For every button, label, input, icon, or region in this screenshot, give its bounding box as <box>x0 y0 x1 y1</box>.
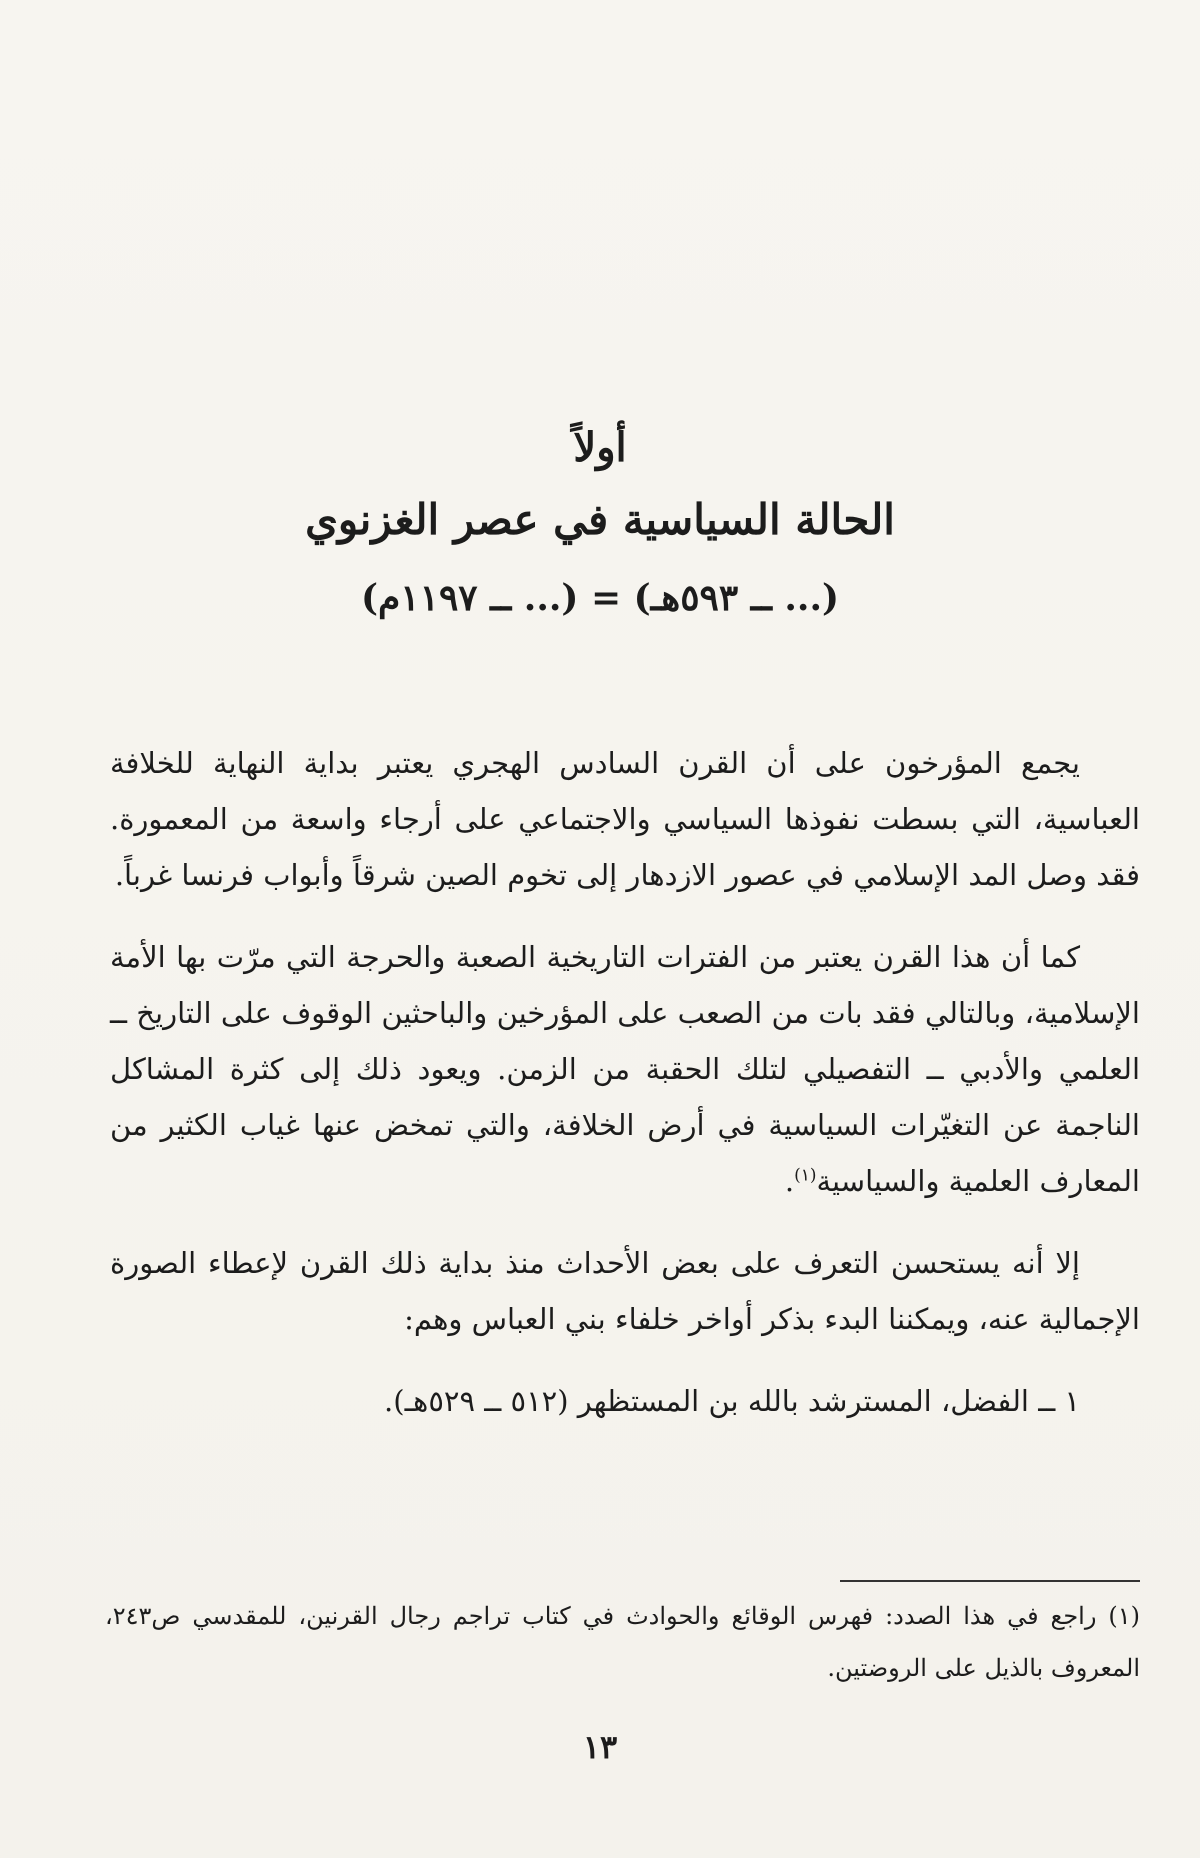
footnote-text: (١) راجع في هذا الصدد: فهرس الوقائع والحوادث في كتاب تراجم رجال القرنين، للمقدسي ص٢٤٣، المعروف بالذيل على الروضتين. <box>105 1602 1141 1682</box>
page-number: ١٣ <box>582 1728 618 1766</box>
footnote <box>105 1590 1140 1694</box>
footnote-divider <box>840 1580 1140 1582</box>
section-title: الحالة السياسية في عصر الغزنوي <box>305 495 895 544</box>
list-item: ١ ــ الفضل، المسترشد بالله بن المستظهر (٥١٢ ــ ٥٢٩هـ). <box>384 1384 1080 1418</box>
paragraph-2 <box>110 929 1140 1209</box>
paragraph-3: إلا أنه يستحسن التعرف على بعض الأحداث منذ بداية ذلك القرن لإعطاء الصورة الإجمالية عنه، ويمكننا البدء بذكر أواخر خلفاء بني العباس وهم: <box>110 1246 1140 1336</box>
body-text <box>110 735 1140 1455</box>
section-ordinal: أولاً <box>573 424 627 471</box>
paragraph-1: يجمع المؤرخون على أن القرن السادس الهجري يعتبر بداية النهاية للخلافة العباسية، التي بسطت نفوذها السياسي والاجتماعي على أرجاء واسعة من المعمورة. فقد وصل المد الإسلامي في عصور الازدهار إلى تخوم الصين شرقاً وأبواب فرنسا غرباً. <box>110 746 1140 892</box>
section-dates: (... ــ ٥٩٣هـ) = (... ــ ١١٩٧م) <box>360 577 840 619</box>
paragraph-2-text: كما أن هذا القرن يعتبر من الفترات التاريخية الصعبة والحرجة التي مرّت بها الأمة الإسلامية، وبالتالي فقد بات من الصعب على المؤرخين والباحثين الوقوف على التاريخ ــ العلمي والأدبي ــ التفصيلي لتلك الحقبة من الزمن. ويعود ذلك إلى كثرة المشاكل الناجمة عن التغيّرات السياسية في أرض الخلافة، والتي تمخض عنها غياب الكثير من المعارف العلمية والسياسية <box>110 940 1140 1198</box>
chapter-heading <box>0 420 1200 626</box>
paragraph-2-end: . <box>784 1164 795 1198</box>
footnote-reference[interactable]: (١) <box>794 1165 817 1186</box>
